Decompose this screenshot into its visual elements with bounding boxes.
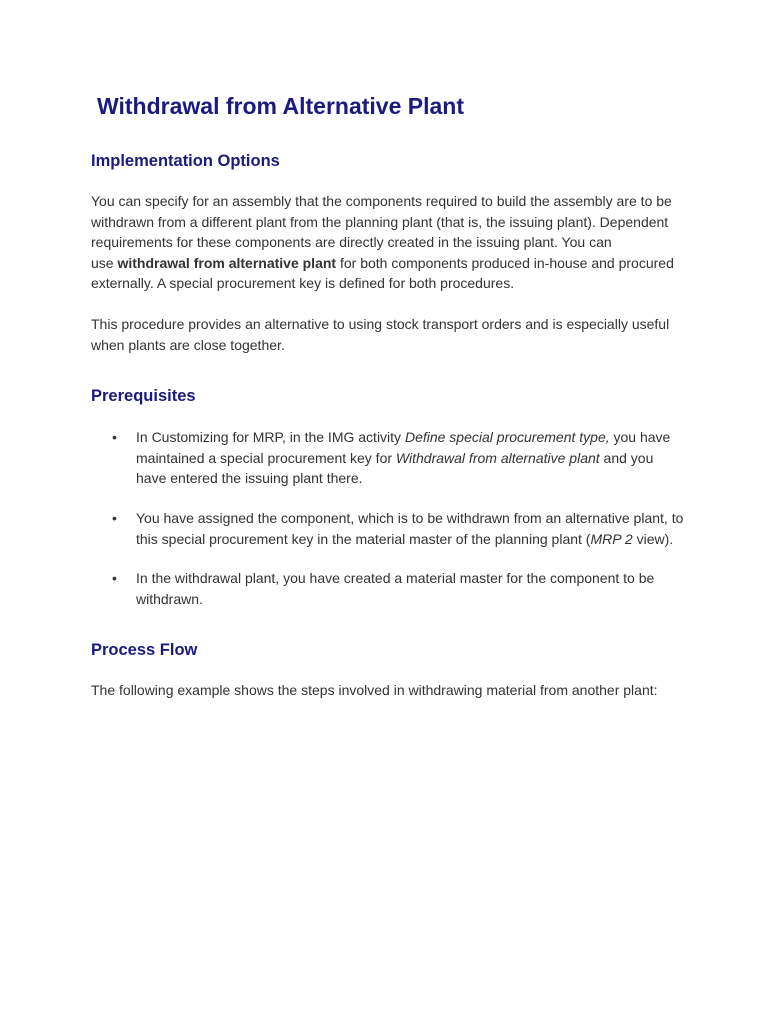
text-line: withdrawn. <box>136 590 203 607</box>
text-line <box>91 253 691 274</box>
text-line: You can specify for an assembly that the components required to build the assembly are to be <box>91 193 672 209</box>
heading-process-flow: Process Flow <box>91 641 198 659</box>
text-line: The following example shows the steps involved in withdrawing material from another plant: <box>91 682 658 698</box>
bullet-icon: • <box>112 429 117 445</box>
text-line <box>136 448 670 469</box>
text-run: for both components produced in-house and procured <box>336 254 674 271</box>
heading-implementation-options: Implementation Options <box>91 152 280 170</box>
text-line: withdrawn from a different plant from the planning plant (that is, the issuing plant). Dependent <box>91 213 669 230</box>
list-item-text <box>136 568 654 609</box>
italic-term: Withdrawal from alternative plant <box>395 449 600 466</box>
list-item-text <box>136 508 683 549</box>
text-run: In Customizing for MRP, in the IMG activity <box>136 429 405 445</box>
text-run: maintained a special procurement key for <box>136 449 396 466</box>
text-line <box>136 427 670 448</box>
text-line: requirements for these components are directly created in the issuing plant. You can <box>91 234 612 251</box>
text-line: when plants are close together. <box>91 336 285 353</box>
text-run: this special procurement key in the material master of the planning plant ( <box>136 530 591 547</box>
text-line: externally. A special procurement key is defined for both procedures. <box>91 275 515 292</box>
paragraph-implementation-1 <box>91 191 691 294</box>
italic-term: MRP 2 <box>590 530 633 547</box>
text-line: This procedure provides an alternative to using stock transport orders and is especially useful <box>91 316 670 332</box>
paragraph-process-flow <box>91 680 691 701</box>
text-line <box>136 529 683 550</box>
paragraph-implementation-2 <box>91 314 691 355</box>
list-item-text <box>136 427 670 489</box>
text-run: and you <box>599 449 654 466</box>
text-run: use <box>91 254 118 271</box>
text-line: have entered the issuing plant there. <box>136 470 363 487</box>
bullet-icon: • <box>112 510 117 526</box>
text-run: you have <box>609 429 671 445</box>
italic-term: Define special procurement type, <box>404 429 610 445</box>
text-line: You have assigned the component, which is to be withdrawn from an alternative plant, to <box>136 510 684 526</box>
text-line: In the withdrawal plant, you have created a material master for the component to be <box>136 570 655 586</box>
heading-prerequisites: Prerequisites <box>91 387 196 405</box>
text-run: view). <box>632 530 674 547</box>
document-title: Withdrawal from Alternative Plant <box>97 93 465 119</box>
bold-term: withdrawal from alternative plant <box>117 254 337 271</box>
bullet-icon: • <box>112 570 117 586</box>
